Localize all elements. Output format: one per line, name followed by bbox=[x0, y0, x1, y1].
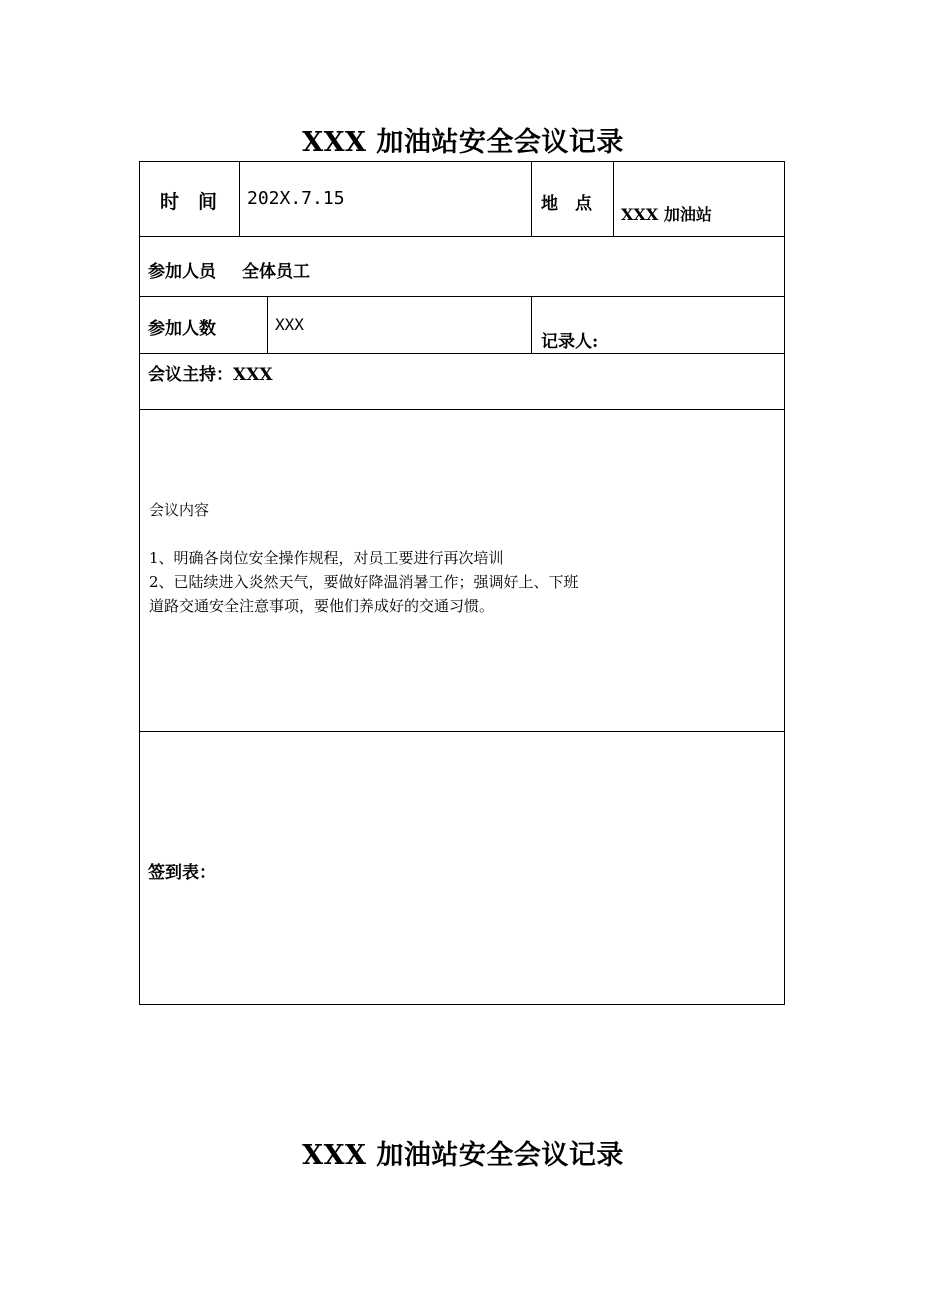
meeting-record-form bbox=[139, 161, 785, 1005]
attendees-label: 参加人员 bbox=[148, 262, 216, 282]
time-label: 时 间 bbox=[160, 191, 218, 213]
row-divider bbox=[140, 353, 784, 354]
place-label: 地 点 bbox=[541, 194, 592, 214]
col-divider bbox=[531, 162, 532, 236]
count-value: XXX bbox=[275, 315, 304, 334]
content-line: 1、明确各岗位安全操作规程，对员工要进行再次培训 bbox=[149, 549, 504, 567]
col-divider bbox=[613, 162, 614, 236]
col-divider bbox=[267, 296, 268, 353]
attendees-value: 全体员工 bbox=[242, 262, 310, 282]
host-label: 会议主持：XXX bbox=[148, 365, 273, 385]
col-divider bbox=[531, 296, 532, 353]
row-divider bbox=[140, 409, 784, 410]
row-divider bbox=[140, 296, 784, 297]
col-divider bbox=[239, 162, 240, 236]
content-line: 道路交通安全注意事项，要他们养成好的交通习惯。 bbox=[149, 597, 495, 615]
time-value: 202X.7.15 bbox=[247, 188, 345, 209]
document-title-repeat: XXX 加油站安全会议记录 bbox=[302, 1140, 624, 1171]
content-heading: 会议内容 bbox=[149, 501, 210, 519]
document-title: XXX 加油站安全会议记录 bbox=[302, 127, 624, 158]
content-line: 2、已陆续进入炎然天气，要做好降温消暑工作；强调好上、下班 bbox=[149, 573, 579, 591]
count-label: 参加人数 bbox=[148, 319, 216, 339]
row-divider bbox=[140, 236, 784, 237]
row-divider bbox=[140, 731, 784, 732]
recorder-label: 记录人: bbox=[541, 332, 599, 352]
place-value: XXX 加油站 bbox=[621, 205, 712, 224]
signin-label: 签到表： bbox=[148, 863, 216, 883]
